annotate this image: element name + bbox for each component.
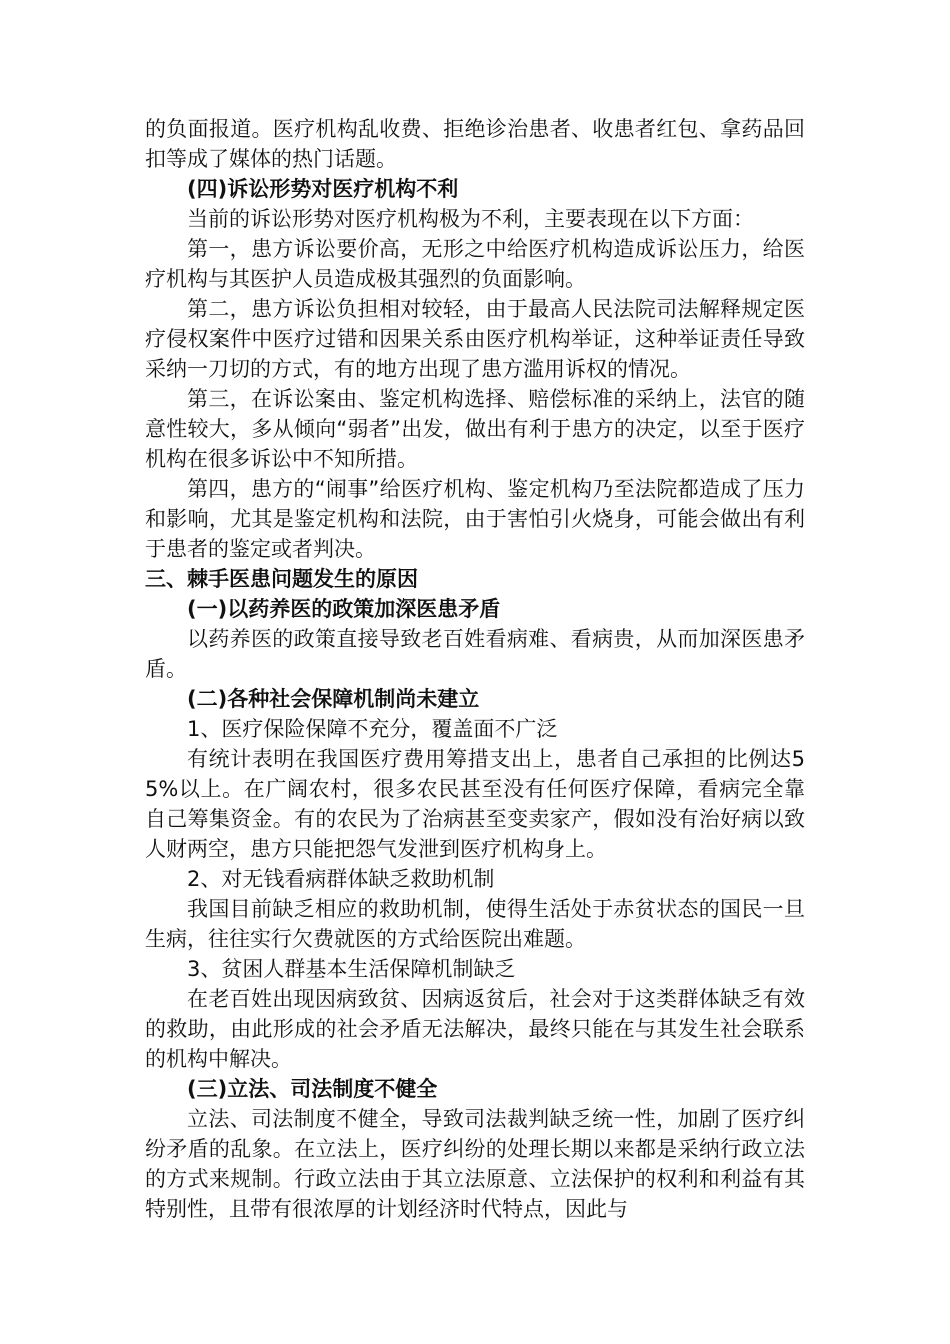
document-page <box>145 114 805 1224</box>
paragraph-litigation-intro: 当前的诉讼形势对医疗机构极为不利，主要表现在以下方面： <box>187 207 754 231</box>
chapter-heading-causes: 三、棘手医患问题发生的原因 <box>145 567 418 591</box>
paragraph-point-three: 第三，在诉讼案由、鉴定机构选择、赔偿标准的采纳上，法官的随意性较大，多从倾向“弱者”出发，做出有利于患方的决定，以至于医疗机构在很多诉讼中不知所措。 <box>145 387 805 471</box>
paragraph-point-one: 第一，患方诉讼要价高，无形之中给医疗机构造成诉讼压力，给医疗机构与其医护人员造成极其强烈的负面影响。 <box>145 237 805 291</box>
subheading-poverty: 3、贫困人群基本生活保障机制缺乏 <box>187 957 516 981</box>
paragraph-media-reports: 的负面报道。医疗机构乱收费、拒绝诊治患者、收患者红包、拿药品回扣等成了媒体的热门话题。 <box>145 117 805 171</box>
paragraph-insurance: 有统计表明在我国医疗费用筹措支出上，患者自己承担的比例达55%以上。在广阔农村，很多农民甚至没有任何医疗保障，看病完全靠自己筹集资金。有的农民为了治病甚至变卖家产，假如没有治好病以致人财两空，患方只能把怨气发泄到医疗机构身上。 <box>145 747 805 861</box>
paragraph-relief: 我国目前缺乏相应的救助机制，使得生活处于赤贫状态的国民一旦生病，往往实行欠费就医的方式给医院出难题。 <box>145 897 805 951</box>
subheading-relief: 2、对无钱看病群体缺乏救助机制 <box>187 867 495 891</box>
section-heading-drug-policy: (一)以药养医的政策加深医患矛盾 <box>187 597 501 621</box>
section-heading-social-security: (二)各种社会保障机制尚未建立 <box>187 687 480 711</box>
section-heading-legislation: (三)立法、司法制度不健全 <box>187 1077 438 1101</box>
paragraph-legislation: 立法、司法制度不健全，导致司法裁判缺乏统一性，加剧了医疗纠纷矛盾的乱象。在立法上，医疗纠纷的处理长期以来都是采纳行政立法的方式来规制。行政立法由于其立法原意、立法保护的权利和利益有其特别性，且带有很浓厚的计划经济时代特点，因此与 <box>145 1107 805 1221</box>
paragraph-drug-policy: 以药养医的政策直接导致老百姓看病难、看病贵，从而加深医患矛盾。 <box>145 627 805 681</box>
section-heading-litigation: (四)诉讼形势对医疗机构不利 <box>187 177 459 201</box>
subheading-insurance: 1、医疗保险保障不充分，覆盖面不广泛 <box>187 717 558 741</box>
paragraph-poverty: 在老百姓出现因病致贫、因病返贫后，社会对于这类群体缺乏有效的救助，由此形成的社会矛盾无法解决，最终只能在与其发生社会联系的机构中解决。 <box>145 987 805 1071</box>
paragraph-point-two: 第二，患方诉讼负担相对较轻，由于最高人民法院司法解释规定医疗侵权案件中医疗过错和因果关系由医疗机构举证，这种举证责任导致采纳一刀切的方式，有的地方出现了患方滥用诉权的情况。 <box>145 297 805 381</box>
paragraph-point-four: 第四，患方的“闹事”给医疗机构、鉴定机构乃至法院都造成了压力和影响，尤其是鉴定机构和法院，由于害怕引火烧身，可能会做出有利于患者的鉴定或者判决。 <box>145 477 805 561</box>
